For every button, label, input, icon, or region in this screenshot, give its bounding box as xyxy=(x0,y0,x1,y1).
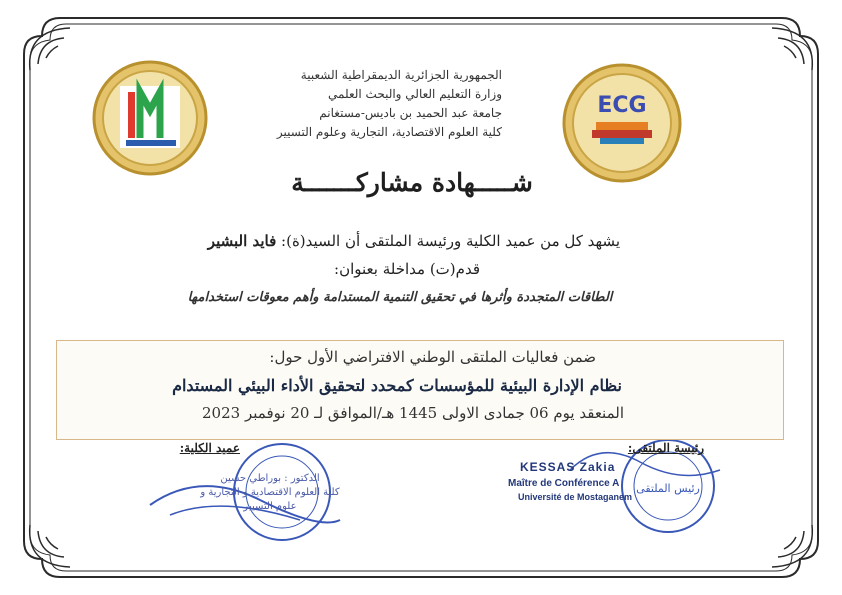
certificate-title: شـــــهادة مشاركـــــــة xyxy=(291,168,533,197)
president-label: رئيسة الملتقى: xyxy=(627,441,704,455)
corner-ornament-tr xyxy=(772,28,812,70)
event-intro: ضمن فعاليات الملتقى الوطني الافتراضي الأول حول: xyxy=(269,348,596,366)
right-logo-medal xyxy=(564,65,680,181)
header-line-republic: الجمهورية الجزائرية الديمقراطية الشعبية xyxy=(300,68,502,82)
event-date: المنعقد يوم 06 جمادى الاولى 1445 هـ/الموافق لـ 20 نوفمبر 2023 xyxy=(202,404,624,422)
header-block xyxy=(240,66,502,142)
left-logo-medal xyxy=(94,62,206,174)
right-logo-initials: ECG xyxy=(597,93,647,118)
corner-ornament-bl xyxy=(30,525,70,567)
attestation-prefix: يشهد كل من عميد الكلية ورئيسة الملتقى أن السيد(ة): xyxy=(281,232,620,250)
dean-label: عميد الكلية: xyxy=(179,441,240,455)
header-line-university: جامعة عبد الحميد بن باديس-مستغانم xyxy=(319,106,502,120)
header-line-faculty: كلية العلوم الاقتصادية، التجارية وعلوم التسيير xyxy=(276,125,502,139)
corner-ornament-tl xyxy=(30,28,70,70)
event-theme: نظام الإدارة البيئية للمؤسسات كمحدد لتحقيق الأداء البيئي المستدام xyxy=(172,376,622,395)
attestation-line xyxy=(180,232,620,250)
corner-ornament-br xyxy=(772,525,812,567)
president-name: KESSAS Zakia xyxy=(520,460,616,474)
header-line-ministry: وزارة التعليم العالي والبحث العلمي xyxy=(328,87,502,101)
paper-title: الطاقات المتجددة وأثرها في تحقيق التنمية المستدامة وأهم معوقات استخدامها xyxy=(187,290,613,305)
dean-stamp-text: كلية العلوم الاقتصادية و التجارية و علوم التسيير xyxy=(200,487,340,512)
dean-signature-block xyxy=(200,472,340,514)
president-stamp-text: رئيس الملتقى xyxy=(636,482,700,495)
dean-signature-name: الدكتور : بوراطي حسين xyxy=(220,473,320,484)
participant-name: فايد البشير xyxy=(207,232,277,250)
president-rank: Maître de Conférence A xyxy=(508,478,620,489)
submitted-line: قدم(ت) مداخلة بعنوان: xyxy=(334,260,480,278)
president-university: Université de Mostaganem xyxy=(518,492,633,502)
